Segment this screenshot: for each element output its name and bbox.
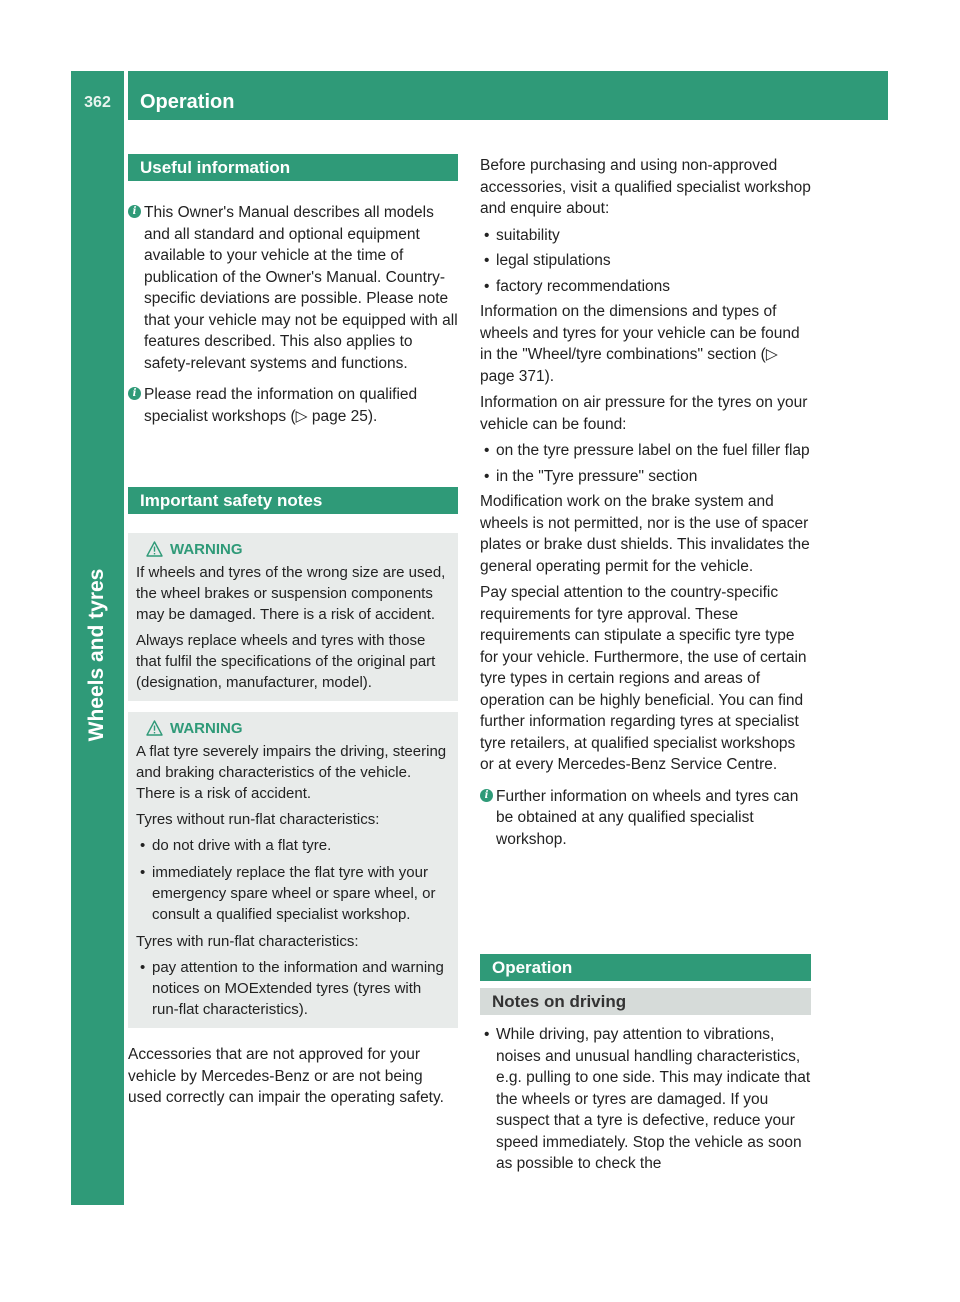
- subsection-heading-notes-on-driving: Notes on driving: [480, 988, 811, 1015]
- warning-text: Always replace wheels and tyres with those that fulfil the specifications of the original part (designation, manufacturer, model).: [136, 632, 436, 691]
- bullet-list: [480, 225, 811, 298]
- info-note: [128, 384, 458, 427]
- info-note-text: Further information on wheels and tyres can be obtained at any qualified specialist workshop.: [496, 787, 799, 848]
- warning-triangle-icon: [146, 541, 163, 557]
- warning-triangle-icon: [146, 720, 163, 736]
- body-paragraph: Information on air pressure for the tyres on your vehicle can be found:: [480, 394, 808, 433]
- list-item: • immediately replace the flat tyre with your emergency spare wheel or spare wheel, or consult a qualified specialist workshop.: [136, 862, 450, 925]
- warning-heading: WARNING: [136, 718, 450, 739]
- list-item: • While driving, pay attention to vibrations, noises and unusual handling characteristics, e.g. pulling to one side. This may indicate that the wheels or tyres are damaged. If you suspect that a tyre is defective, reduce your speed immediately. Stop the vehicle as soon as possible to check the: [480, 1024, 811, 1175]
- page-title: Operation: [140, 91, 235, 113]
- list-item: • pay attention to the information and warning notices on MOExtended tyres (tyres with run-flat characteristics).: [136, 957, 450, 1020]
- list-item: • do not drive with a flat tyre.: [136, 835, 450, 856]
- warning-list: [136, 957, 450, 1020]
- list-item: • in the "Tyre pressure" section: [480, 466, 811, 488]
- warning-text: A flat tyre severely impairs the driving, steering and braking characteristics of the vehicle. There is a risk of accident.: [136, 743, 447, 802]
- info-note: [128, 202, 458, 374]
- body-paragraph: Information on the dimensions and types of wheels and tyres for your vehicle can be found in the "Wheel/tyre combinations" section (▷ page 371).: [480, 303, 800, 385]
- page-number: 362: [84, 94, 111, 111]
- info-icon: i: [128, 205, 141, 218]
- info-note: [480, 786, 811, 851]
- warning-text: Tyres without run-flat characteristics:: [136, 811, 380, 828]
- info-icon: i: [128, 387, 141, 400]
- bullet-list: [480, 1024, 811, 1175]
- info-note-text: This Owner's Manual describes all models and all standard and optional equipment available to your vehicle at the time of publication of the Owner's Manual. Country-specific deviations are possible. Please note that your vehicle may not be equipped with all features described. This also applies to safety-relevant systems and functions.: [144, 204, 458, 372]
- info-note-text: Please read the information on qualified specialist workshops (▷ page 25).: [144, 386, 418, 425]
- body-paragraph: Pay special attention to the country-specific requirements for tyre approval. These requirements can stipulate a specific tyre type for your vehicle. Furthermore, the use of certain tyre types in certain regions and areas of operation can be highly beneficial. You can find further information regarding tyres at specialist tyre retailers, at qualified specialist workshops or at every Mercedes-Benz Service Centre.: [480, 584, 807, 773]
- body-paragraph: Accessories that are not approved for your vehicle by Mercedes-Benz or are not being used correctly can impair the operating safety.: [128, 1046, 444, 1106]
- body-paragraph: Modification work on the brake system and wheels is not permitted, nor is the use of spacer plates or brake dust shields. This invalidates the general operating permit for the vehicle.: [480, 493, 810, 575]
- body-paragraph: Before purchasing and using non-approved accessories, visit a qualified specialist workshop and enquire about:: [480, 157, 811, 217]
- warning-text: If wheels and tyres of the wrong size are used, the wheel brakes or suspension components may be damaged. There is a risk of accident.: [136, 564, 446, 623]
- list-item: • suitability: [480, 225, 811, 247]
- warning-box: [128, 533, 458, 701]
- section-heading-important-safety-notes: Important safety notes: [128, 487, 458, 514]
- list-item: • on the tyre pressure label on the fuel filler flap: [480, 440, 811, 462]
- side-tab-label: Wheels and tyres: [85, 568, 108, 742]
- warning-list: [136, 835, 450, 925]
- list-item: • factory recommendations: [480, 276, 811, 298]
- list-item: • legal stipulations: [480, 250, 811, 272]
- section-heading-operation: Operation: [480, 954, 811, 981]
- warning-box: [128, 712, 458, 1028]
- header-bar: [128, 71, 888, 120]
- section-heading-useful-information: Useful information: [128, 154, 458, 181]
- warning-text: Tyres with run-flat characteristics:: [136, 933, 359, 950]
- bullet-list: [480, 440, 811, 487]
- warning-heading: WARNING: [136, 539, 450, 560]
- info-icon: i: [480, 789, 493, 802]
